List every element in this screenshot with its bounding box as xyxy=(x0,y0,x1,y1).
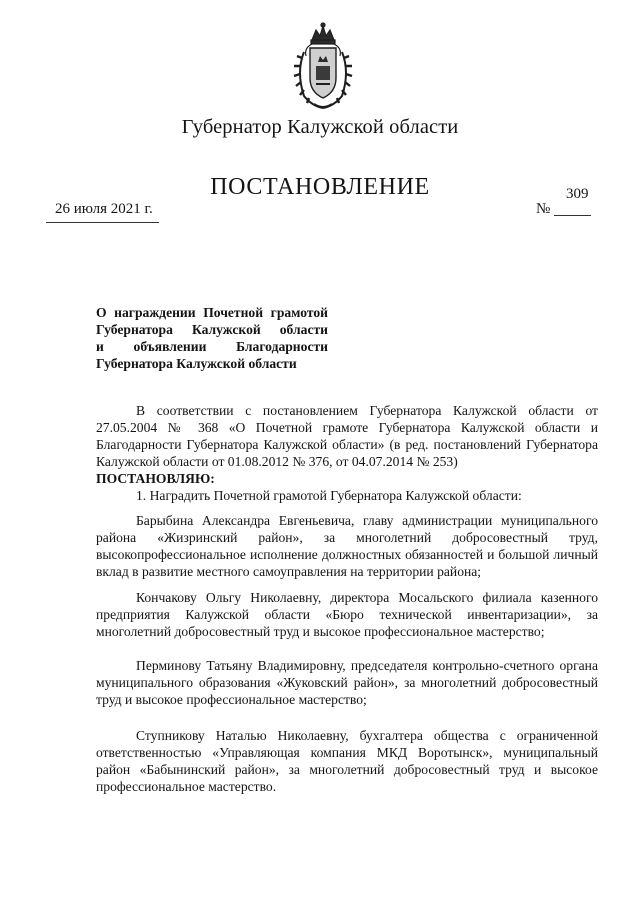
intro-paragraph: В соответствии с постановлением Губернатора Калужской области от 27.05.2004 № 368 «О Почетной грамоте Губернатора Калужской области и Благодарности Губернатора Калужской области» (в ред. постановлений Губернатора Калужской области от 01.08.2012 № 376, от 04.07.2014 № 253) xyxy=(96,403,598,469)
document-date: 26 июля 2021 г. xyxy=(55,201,153,217)
awardee-paragraph: Перминову Татьяну Владимировну, председателя контрольно-счетного органа муниципального образования «Жуковский район», за многолетний добросовестный труд и высокое профессиональное мастерство; xyxy=(96,658,598,707)
document-subject xyxy=(96,304,328,372)
date-underline xyxy=(46,222,159,223)
subject-line: Губернатора Калужской области xyxy=(96,356,297,371)
issuer-name: Губернатор Калужской области xyxy=(181,116,459,138)
decree-block xyxy=(96,470,598,504)
decree-word: ПОСТАНОВЛЯЮ: xyxy=(96,471,215,486)
awardee-paragraph: Кончакову Ольгу Николаевну, директора Мосальского филиала казенного предприятия Калужской области «Бюро технической инвентаризации», за многолетний добросовестный труд и высокое профессиональное мастерство; xyxy=(96,590,598,639)
document-title: ПОСТАНОВЛЕНИЕ xyxy=(210,174,430,200)
coat-of-arms-emblem xyxy=(290,22,356,112)
number-sign: № xyxy=(536,201,551,217)
subject-line: Губернатора Калужской области xyxy=(96,322,328,337)
document-number: 309 xyxy=(566,186,589,202)
number-underline xyxy=(554,215,591,216)
awardee-paragraph: Барыбина Александра Евгеньевича, главу администрации муниципального района «Жизринский район», за многолетний добросовестный труд, высокопрофессиональное исполнение должностных обязанностей и большой личный вклад в развитие местного самоуправления на территории района; xyxy=(96,513,598,579)
item-1-heading: 1. Наградить Почетной грамотой Губернатора Калужской области: xyxy=(136,488,522,503)
subject-line: О награждении Почетной грамотой xyxy=(96,305,328,320)
awardee-paragraph: Ступникову Наталью Николаевну, бухгалтера общества с ограниченной ответственностью «Управляющая компания МКД Воротынск», муниципальный район «Бабынинский район», за многолетний добросовестный труд и высокое профессиональное мастерство. xyxy=(96,728,598,794)
subject-line: и объявлении Благодарности xyxy=(96,339,328,354)
